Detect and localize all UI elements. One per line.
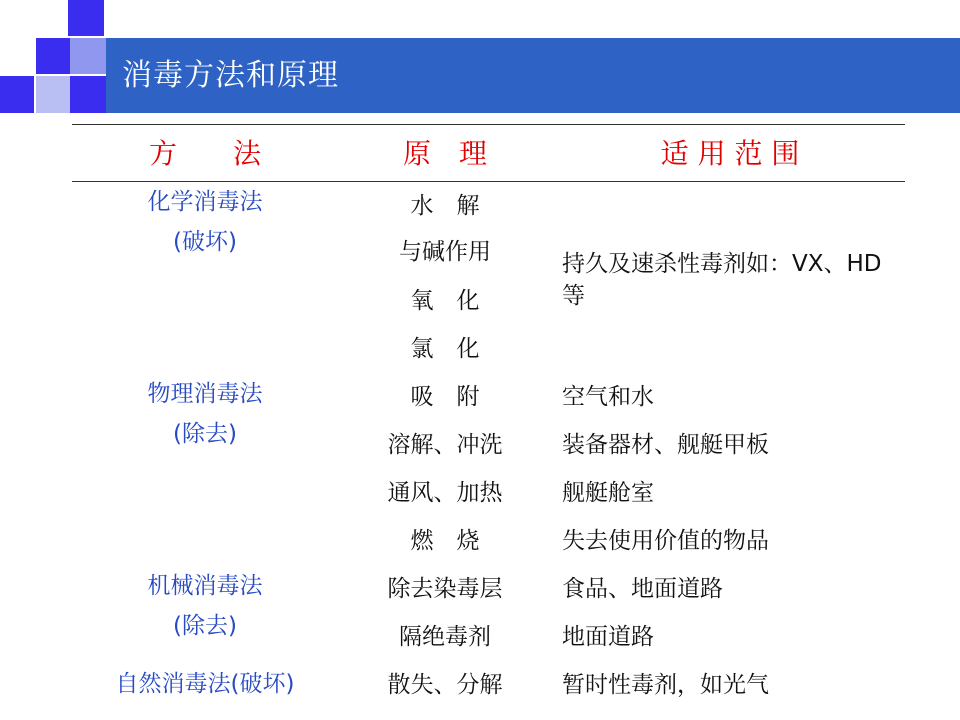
method-mechanical-name: 机械消毒法	[147, 573, 263, 599]
scope-cell: 食品、地面道路	[562, 576, 723, 602]
method-chemical-name: 化学消毒法	[147, 189, 263, 215]
scope-natural: 暂时性毒剂，如光气	[562, 672, 769, 698]
page-title: 消毒方法和原理	[122, 58, 339, 93]
principle-cell: 燃 烧	[410, 528, 480, 554]
principle-cell: 散失、分解	[387, 672, 503, 698]
method-physical-type: (除去)	[173, 421, 237, 447]
deco-square	[68, 0, 104, 36]
principle-cell: 溶解、冲洗	[387, 432, 503, 458]
deco-square	[0, 76, 34, 113]
scope-chemical: 持久及速杀性毒剂如：VX、HD等	[562, 251, 882, 309]
deco-square	[36, 38, 70, 74]
scope-cell: 舰艇舱室	[562, 480, 654, 506]
method-natural-name: 自然消毒法(破坏)	[115, 671, 295, 697]
deco-square	[70, 76, 106, 113]
header-scope: 适 用 范 围	[660, 137, 800, 170]
header-principle: 原 理	[402, 137, 487, 170]
scope-cell: 地面道路	[562, 624, 654, 650]
principle-cell: 隔绝毒剂	[399, 624, 491, 650]
principle-cell: 与碱作用	[399, 239, 491, 265]
table-top-rule	[72, 124, 905, 125]
deco-square	[36, 76, 70, 113]
principle-cell: 氧 化	[410, 288, 480, 314]
principle-cell: 除去染毒层	[387, 576, 503, 602]
scope-cell: 装备器材、舰艇甲板	[562, 432, 769, 458]
method-chemical-type: (破坏)	[173, 229, 237, 255]
scope-cell: 空气和水	[562, 384, 654, 410]
method-physical-name: 物理消毒法	[147, 381, 263, 407]
header-method: 方 法	[148, 137, 261, 170]
scope-cell: 失去使用价值的物品	[562, 528, 769, 554]
principle-cell: 吸 附	[410, 384, 480, 410]
principle-cell: 水 解	[410, 193, 480, 219]
principle-cell: 氯 化	[410, 336, 480, 362]
principle-cell: 通风、加热	[387, 480, 503, 506]
deco-square	[70, 38, 106, 74]
method-mechanical-type: (除去)	[173, 613, 237, 639]
